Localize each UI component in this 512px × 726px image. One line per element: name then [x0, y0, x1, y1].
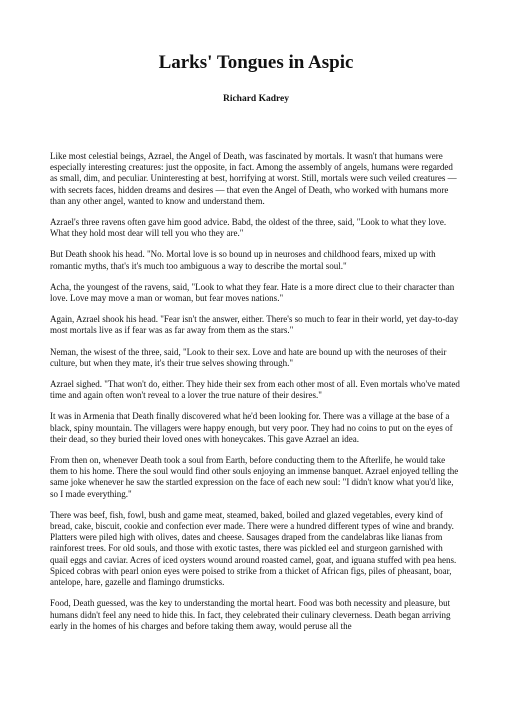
paragraph: From then on, whenever Death took a soul from Earth, before conducting them to the Afterlife, he would take them to his home. There the soul would find other souls enjoying an immense banquet. Azrael enjoyed telling the same joke whenever he saw the startled expression on the face of each new soul: "I didn't know what you'd like, so I made everything.": [50, 455, 459, 499]
paragraph: But Death shook his head. "No. Mortal love is so bound up in neuroses and childhood fears, mixed up with romantic myths, that's it's much too ambiguous a way to describe the mortal soul.": [50, 249, 436, 271]
paragraph: There was beef, fish, fowl, bush and game meat, steamed, baked, boiled and glazed vegetables, every kind of bread, cake, biscuit, cookie and confection ever made. There were a hundred different types of wine and brandy. Platters were piled high with olives, dates and cheese. Sausages draped from the candelabras like lianas from rainforest trees. For old souls, and those with exotic tastes, there was pickled eel and sturgeon garnished with quail eggs and caviar. Acres of iced oysters wound around roasted camel, goat, and iguana stuffed with pea hens. Spiced cobras with pearl onion eyes were poised to strike from a thicket of African figs, piles of pheasant, boar, antelope, hare, gazelle and flamingo drumsticks.: [50, 509, 457, 588]
document-body: [50, 151, 462, 726]
paragraph: Food, Death guessed, was the key to understanding the mortal heart. Food was both necessity and pleasure, but humans didn't feel any need to hide this. In fact, they celebrated their culinary cleverness. Death began arriving early in the homes of his charges and before taking them away, would peruse all the: [50, 598, 451, 631]
paragraph: Again, Azrael shook his head. "Fear isn't the answer, either. There's so much to fear in their world, yet day-to-day most mortals live as if fear was as far away from them as the stars.": [50, 314, 459, 336]
paragraph: Acha, the youngest of the ravens, said, "Look to what they fear. Hate is a more direct clue to their character than love. Love may move a man or woman, but fear moves nations.": [50, 281, 455, 304]
paragraph: Azrael sighed. "That won't do, either. They hide their sex from each other most of all. Even mortals who've mated time and again often won't reveal to a lover the true nature of their desires.": [50, 379, 460, 401]
document-title: Larks' Tongues in Aspic: [158, 52, 354, 73]
document-author: Richard Kadrey: [222, 94, 290, 104]
paragraph: Azrael's three ravens often gave him good advice. Babd, the oldest of the three, said, "Look to what they love. What they hold most dear will tell you who they are.": [50, 217, 447, 239]
paragraph: It was in Armenia that Death finally discovered what he'd been looking for. There was a village at the base of a black, spiny mountain. The villagers were happy enough, but very poor. They had no coins to put on the eyes of their dead, so they buried their loved ones with honeycakes. This gave Azrael an idea.: [50, 411, 453, 444]
paragraph: Neman, the wisest of the three, said, "Look to their sex. Love and hate are bound up with the neuroses of their culture, but when they mate, it's their true selves showing through.": [50, 346, 447, 368]
paragraph: Like most celestial beings, Azrael, the Angel of Death, was fascinated by mortals. It wasn't that humans were especially interesting creatures: just the opposite, in fact. Among the assembly of angels, humans were regarded as small, dim, and peculiar. Uninteresting at best, horrifying at worst. Still, mortals were such veiled creatures — with secrets faces, hidden dreams and desires — that even the Angel of Death, who worked with humans more than any other angel, wanted to know and understand them.: [50, 151, 457, 206]
